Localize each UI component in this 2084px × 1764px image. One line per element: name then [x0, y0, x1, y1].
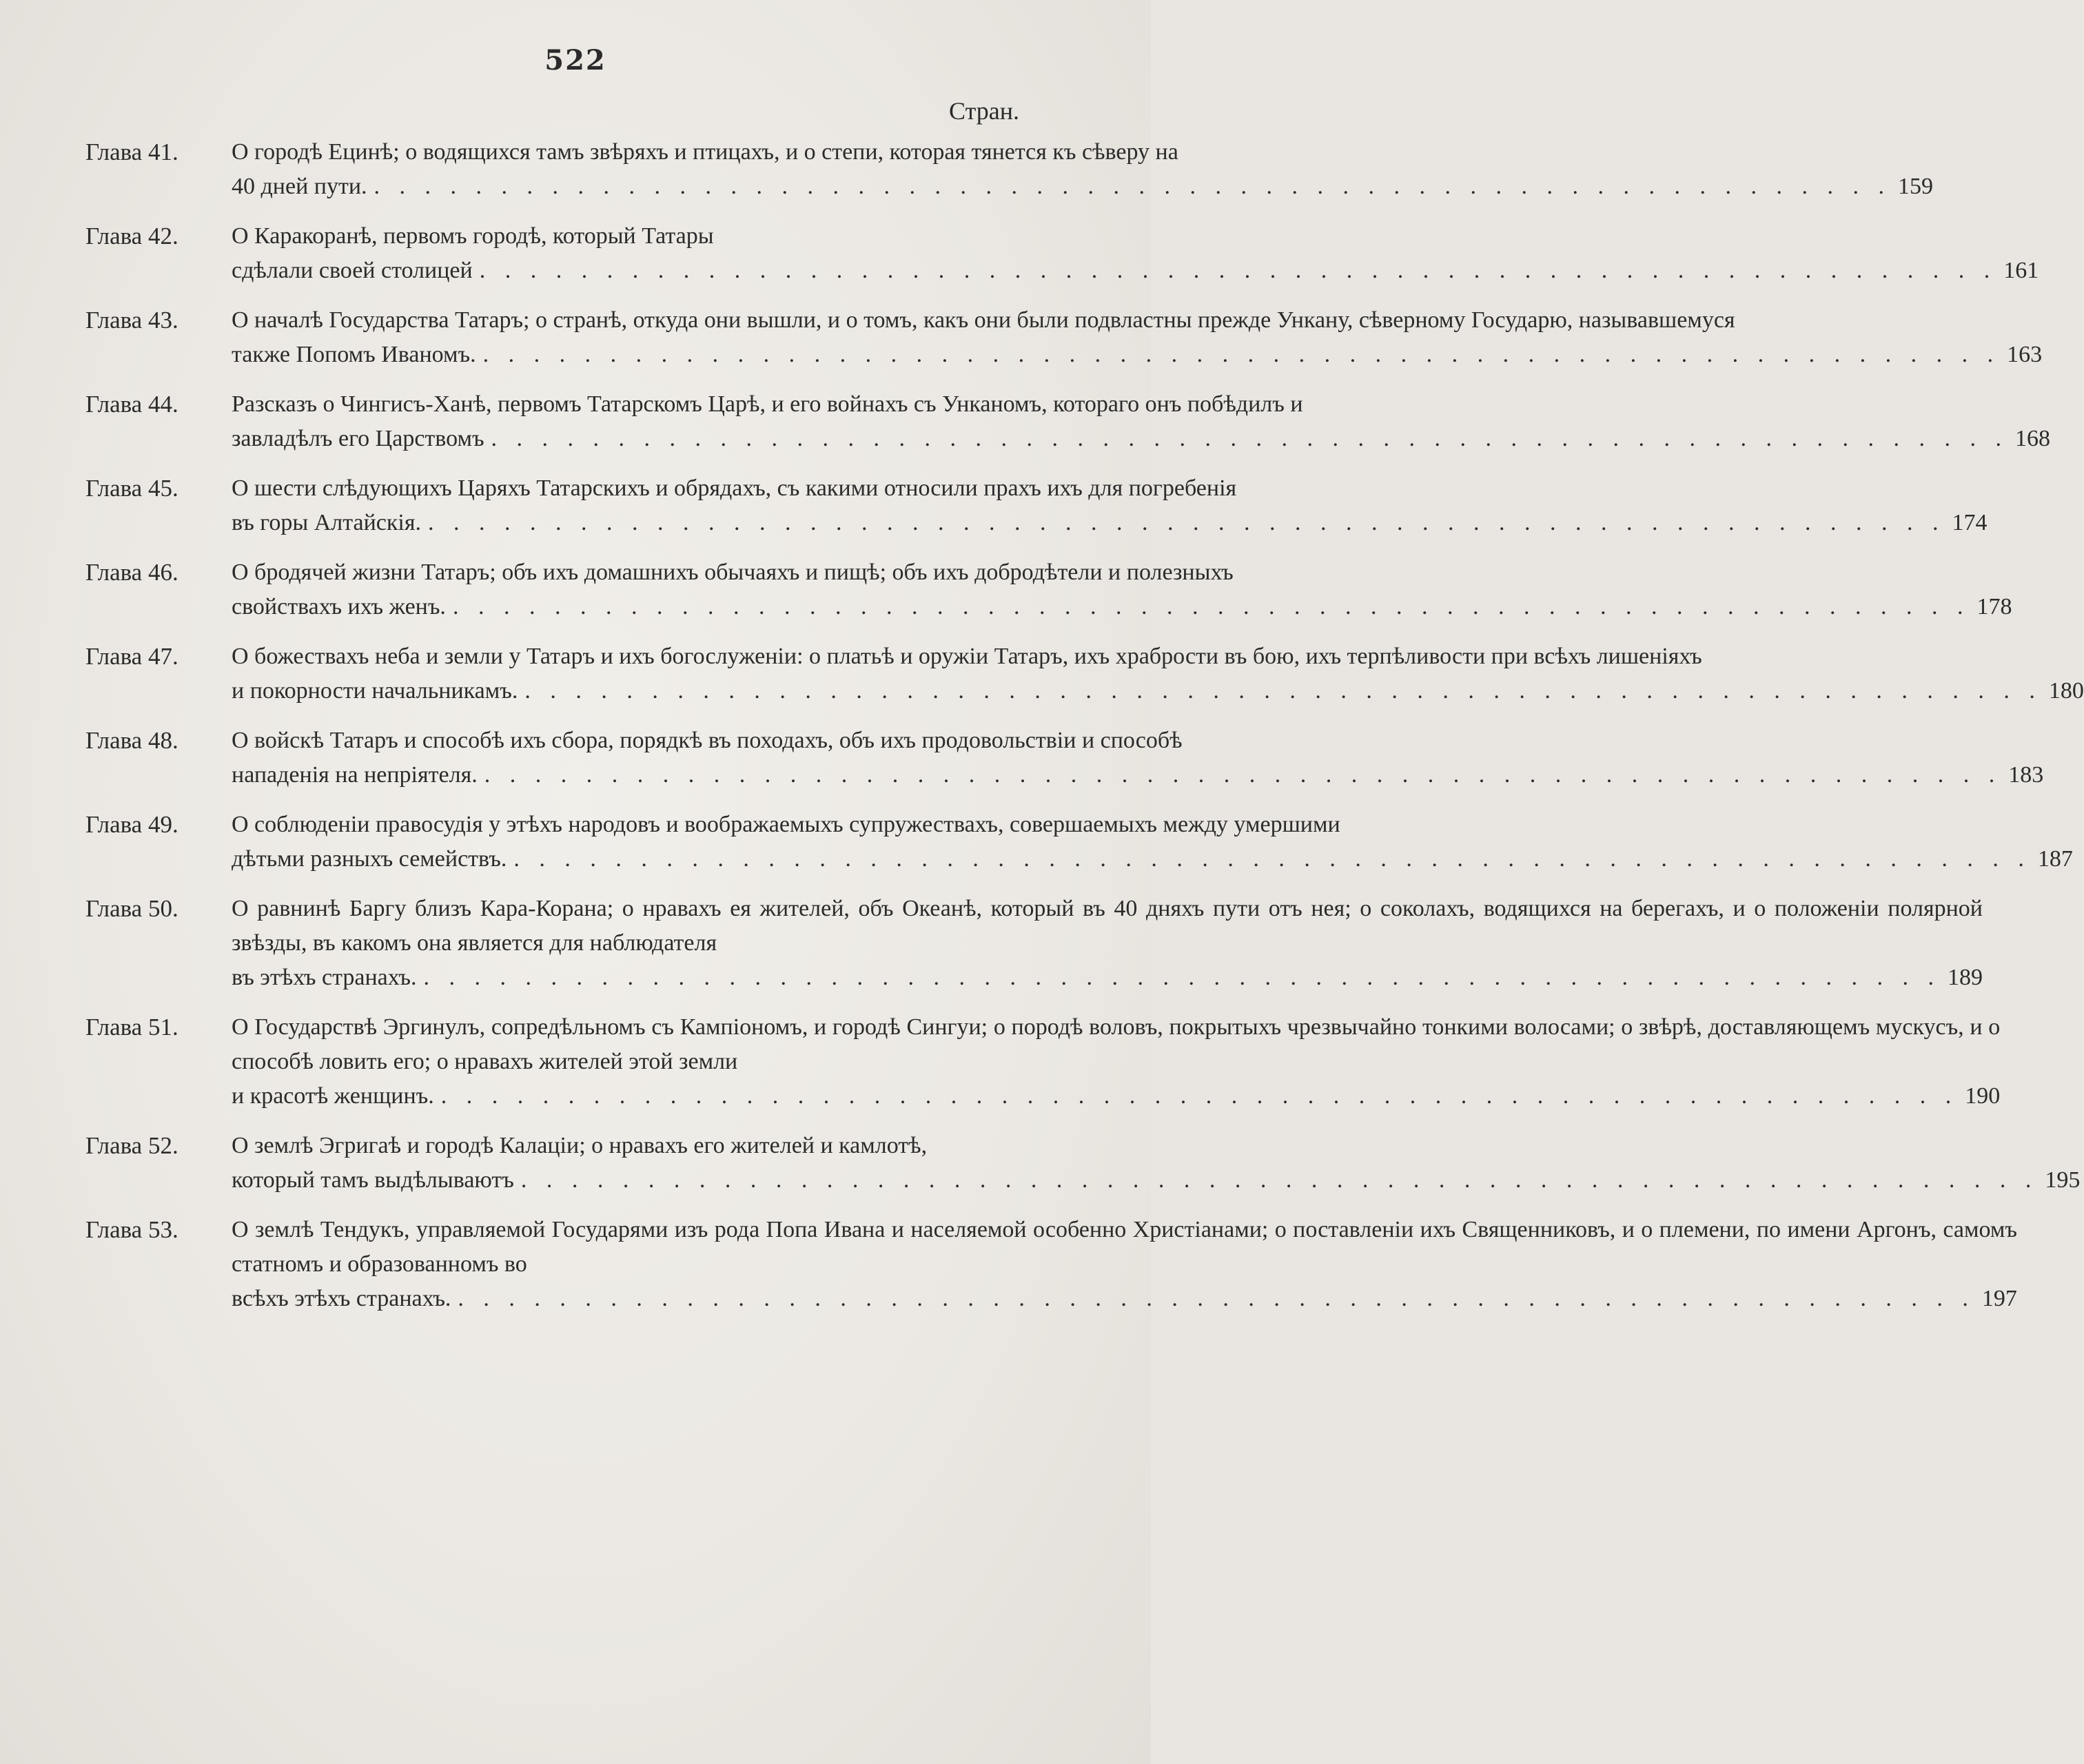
- page-reference: 187: [2037, 846, 2073, 872]
- page-reference: 183: [2008, 762, 2044, 788]
- chapter-description: [232, 1129, 2080, 1198]
- page-reference: 163: [2007, 342, 2043, 367]
- chapter-label: Глава 46.: [85, 559, 178, 586]
- dot-leader: . . . . . . . . . . . . . . . . . . . . . . . . . . . . . . . . . . . . . . . . . . . . . . . . . . . . . . . . . . . .: [440, 1083, 1959, 1109]
- page-reference: 189: [1948, 965, 1983, 990]
- chapter-text-last-line: [232, 254, 2039, 288]
- chapter-text-body: О шести слѣдующихъ Царяхъ Татарскихъ и обрядахъ, съ какими относили прахъ ихъ для погребенія: [232, 475, 1237, 501]
- page-column-header: Стран.: [949, 97, 1019, 125]
- chapter-description: [232, 219, 2039, 288]
- chapter-text-body: О божествахъ неба и земли у Татаръ и ихъ богослуженіи: о платьѣ и оружіи Татаръ, ихъ храбрости въ бою, ихъ терпѣливости при всѣхъ лишеніяхъ: [232, 644, 1702, 669]
- chapter-text-tail: и покорности начальникамъ.: [232, 678, 518, 704]
- chapter-text-tail: 40 дней пути.: [232, 174, 367, 199]
- chapter-text-body: О войскѣ Татаръ и способѣ ихъ сбора, порядкѣ въ походахъ, объ ихъ продовольствіи и способѣ: [232, 728, 1183, 753]
- dot-leader: . . . . . . . . . . . . . . . . . . . . . . . . . . . . . . . . . . . . . . . . . . . . . . . . . . . . . . . . . . . .: [484, 762, 2002, 788]
- chapter-description: [232, 1213, 2017, 1316]
- chapter-text-last-line: [232, 506, 1988, 540]
- chapter-text-tail: также Попомъ Иваномъ.: [232, 342, 476, 367]
- toc-entry: [85, 892, 1983, 995]
- page-reference: 159: [1898, 174, 1934, 199]
- chapter-text-body: О соблюденіи правосудія у этѣхъ народовъ и воображаемыхъ супружествахъ, совершаемыхъ между умершими: [232, 812, 1340, 837]
- chapter-text-body: О Каракоранѣ, первомъ городѣ, который Татары: [232, 223, 714, 249]
- page-reference: 195: [2045, 1167, 2081, 1193]
- chapter-label: Глава 49.: [85, 811, 178, 838]
- chapter-description: [232, 303, 2042, 372]
- toc-entry: [85, 724, 2044, 792]
- dot-leader: . . . . . . . . . . . . . . . . . . . . . . . . . . . . . . . . . . . . . . . . . . . . . . . . . . . . . . . . . . . .: [520, 1167, 2039, 1193]
- chapter-text-tail: нападенія на непріятеля.: [232, 762, 478, 788]
- chapter-label: Глава 50.: [85, 895, 178, 922]
- toc-entry: [85, 1213, 2017, 1316]
- chapter-text-tail: въ этѣхъ странахъ.: [232, 965, 417, 990]
- page-reference: 180: [2048, 678, 2084, 704]
- chapter-text-body: О бродячей жизни Татаръ; объ ихъ домашнихъ обычаяхъ и пищѣ; объ ихъ добродѣтели и полезныхъ: [232, 560, 1234, 585]
- table-of-contents: [85, 135, 2084, 1331]
- chapter-description: [232, 135, 1933, 204]
- page-reference: 161: [2003, 258, 2039, 283]
- page-reference: 174: [1952, 510, 1988, 535]
- chapter-text-body: О началѣ Государства Татаръ; о странѣ, откуда они вышли, и о томъ, какъ они были подвластны прежде Ункану, сѣверному Государю, называвшемуся: [232, 307, 1735, 333]
- chapter-text-last-line: [232, 590, 2012, 624]
- toc-entry: [85, 1010, 2001, 1114]
- chapter-text-tail: свойствахъ ихъ женъ.: [232, 594, 446, 619]
- chapter-text-body: Разсказъ о Чингисъ-Ханѣ, первомъ Татарскомъ Царѣ, и его войнахъ съ Унканомъ, котораго онъ побѣдилъ и: [232, 391, 1303, 417]
- chapter-text-body: О землѣ Тендукъ, управляемой Государями изъ рода Попа Ивана и населяемой особенно Христіанами; о поставленіи ихъ Священниковъ, и о племени, по имени Аргонъ, самомъ статномъ и образованномъ во: [232, 1217, 2017, 1277]
- chapter-label: Глава 47.: [85, 643, 178, 670]
- page-reference: 190: [1965, 1083, 2001, 1109]
- dot-leader: . . . . . . . . . . . . . . . . . . . . . . . . . . . . . . . . . . . . . . . . . . . . . . . . . . . . . . . . . . . .: [374, 174, 1892, 199]
- toc-entry: [85, 303, 2043, 372]
- toc-entry: [85, 555, 2012, 624]
- chapter-text-tail: завладѣлъ его Царствомъ: [232, 426, 484, 451]
- chapter-text-body: О городѣ Ецинѣ; о водящихся тамъ звѣряхъ и птицахъ, и о степи, которая тянется къ сѣверу на: [232, 139, 1178, 165]
- dot-leader: . . . . . . . . . . . . . . . . . . . . . . . . . . . . . . . . . . . . . . . . . . . . . . . . . . . . . . . . . . . .: [428, 510, 1945, 535]
- chapter-description: [232, 639, 2084, 708]
- chapter-label: Глава 41.: [85, 139, 178, 165]
- chapter-description: [232, 808, 2073, 876]
- chapter-text-body: О землѣ Эгригаѣ и городѣ Калаціи; о нравахъ его жителей и камлотѣ,: [232, 1133, 928, 1158]
- chapter-description: [232, 471, 1988, 540]
- toc-entry: [85, 135, 1934, 204]
- chapter-label: Глава 52.: [85, 1132, 178, 1159]
- chapter-label: Глава 44.: [85, 391, 178, 418]
- toc-entry: [85, 1129, 2081, 1198]
- toc-entry: [85, 808, 2073, 876]
- chapter-text-tail: всѣхъ этѣхъ странахъ.: [232, 1286, 451, 1311]
- dot-leader: . . . . . . . . . . . . . . . . . . . . . . . . . . . . . . . . . . . . . . . . . . . . . . . . . . . . . . . . . . . .: [479, 258, 1997, 283]
- chapter-text-last-line: [232, 170, 1933, 204]
- chapter-text-last-line: [232, 758, 2043, 792]
- chapter-description: [232, 387, 2050, 456]
- dot-leader: . . . . . . . . . . . . . . . . . . . . . . . . . . . . . . . . . . . . . . . . . . . . . . . . . . . . . . . . . . . .: [491, 426, 2009, 451]
- chapter-text-last-line: [232, 1282, 2017, 1316]
- chapter-text-last-line: [232, 338, 2042, 372]
- page-reference: 178: [1976, 594, 2012, 619]
- chapter-text-last-line: [232, 961, 1983, 995]
- chapter-text-last-line: [232, 674, 2084, 708]
- chapter-label: Глава 53.: [85, 1216, 178, 1243]
- chapter-text-last-line: [232, 422, 2050, 456]
- chapter-text-tail: сдѣлали своей столицей: [232, 258, 473, 283]
- chapter-label: Глава 51.: [85, 1014, 178, 1040]
- chapter-description: [232, 892, 1983, 995]
- page-reference: 168: [2015, 426, 2051, 451]
- chapter-description: [232, 724, 2043, 792]
- dot-leader: . . . . . . . . . . . . . . . . . . . . . . . . . . . . . . . . . . . . . . . . . . . . . . . . . . . . . . . . . . . .: [452, 594, 1970, 619]
- chapter-text-tail: который тамъ выдѣлываютъ: [232, 1167, 514, 1193]
- toc-entry: [85, 471, 1988, 540]
- chapter-label: Глава 45.: [85, 475, 178, 502]
- page-number: 522: [544, 44, 606, 76]
- toc-entry: [85, 219, 2039, 288]
- dot-leader: . . . . . . . . . . . . . . . . . . . . . . . . . . . . . . . . . . . . . . . . . . . . . . . . . . . . . . . . . . . .: [458, 1286, 1975, 1311]
- chapter-label: Глава 42.: [85, 223, 178, 249]
- dot-leader: . . . . . . . . . . . . . . . . . . . . . . . . . . . . . . . . . . . . . . . . . . . . . . . . . . . . . . . . . . . .: [513, 846, 2031, 872]
- chapter-text-tail: и красотѣ женщинъ.: [232, 1083, 434, 1109]
- chapter-text-last-line: [232, 842, 2073, 876]
- toc-entry: [85, 387, 2051, 456]
- chapter-label: Глава 43.: [85, 307, 178, 334]
- chapter-description: [232, 1010, 2000, 1114]
- chapter-text-body: О Государствѣ Эргинулъ, сопредѣльномъ съ Кампіономъ, и городѣ Сингуи; о породѣ воловъ, покрытыхъ чрезвычайно тонкими волосами; о звѣрѣ, доставляющемъ мускусъ, и о способѣ ловить его; о нравахъ жителей этой земли: [232, 1014, 2001, 1074]
- chapter-text-body: О равнинѣ Баргу близъ Кара-Корана; о нравахъ ея жителей, объ Океанѣ, который въ 40 дняхъ пути отъ нея; о соколахъ, водящихся на берегахъ, и о положеніи полярной звѣзды, въ какомъ она является для наблюдателя: [232, 896, 1983, 956]
- chapter-label: Глава 48.: [85, 727, 178, 754]
- page-reference: 197: [1981, 1286, 2017, 1311]
- chapter-text-last-line: [232, 1079, 2000, 1114]
- dot-leader: . . . . . . . . . . . . . . . . . . . . . . . . . . . . . . . . . . . . . . . . . . . . . . . . . . . . . . . . . . . .: [482, 342, 2001, 367]
- chapter-text-last-line: [232, 1163, 2080, 1198]
- dot-leader: . . . . . . . . . . . . . . . . . . . . . . . . . . . . . . . . . . . . . . . . . . . . . . . . . . . . . . . . . . . .: [524, 678, 2042, 704]
- chapter-text-tail: въ горы Алтайскія.: [232, 510, 422, 535]
- dot-leader: . . . . . . . . . . . . . . . . . . . . . . . . . . . . . . . . . . . . . . . . . . . . . . . . . . . . . . . . . . . .: [423, 965, 1941, 990]
- toc-entry: [85, 639, 2084, 708]
- chapter-text-tail: дѣтьми разныхъ семействъ.: [232, 846, 507, 872]
- chapter-description: [232, 555, 2012, 624]
